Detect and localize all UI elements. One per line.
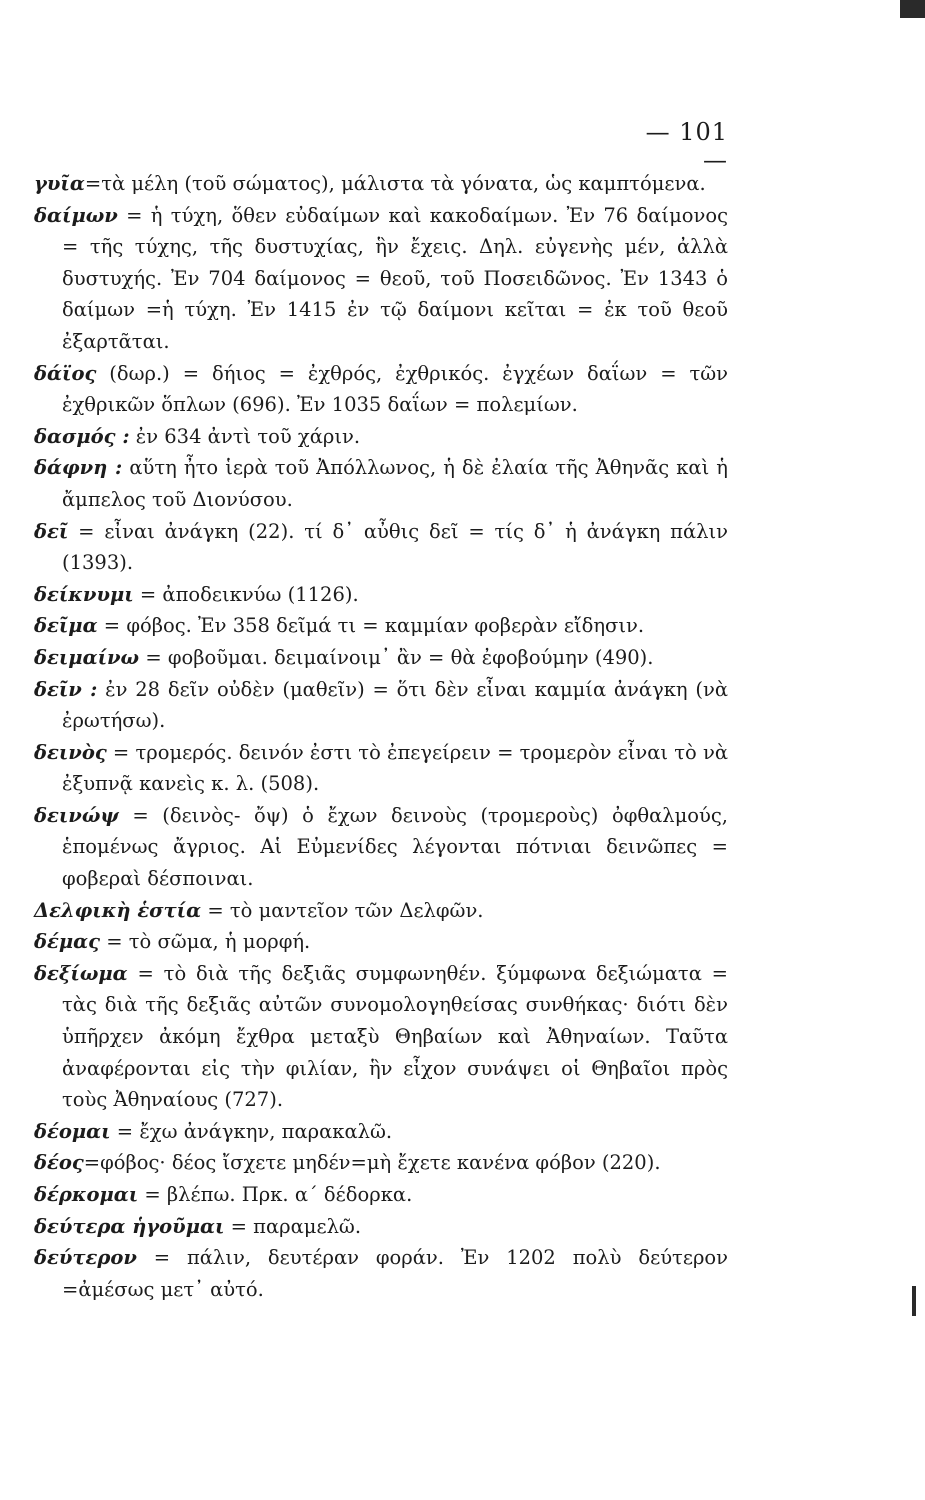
glossary-entry (34, 579, 728, 611)
headword: δεῖν : (34, 677, 98, 701)
headword: δάφνη : (34, 456, 123, 480)
scan-margin-mark (912, 1286, 916, 1316)
headword: δεῖμα (34, 614, 98, 638)
glossary-entry (34, 452, 728, 515)
headword: δεινώψ (34, 803, 119, 827)
definition: = φόβος. Ἐν 358 δεῖμά τι = καμμίαν φοβερὰν εἴδησιν. (103, 614, 645, 638)
headword: δέρκομαι (34, 1183, 139, 1206)
definition: = εἶναι ἀνάγκη (22). τί δ᾽ αὖθις δεῖ = τίς δ᾽ ἡ ἀνάγκη πάλιν (1393). (62, 519, 729, 575)
definition: ἐν 634 ἀντὶ τοῦ χάριν. (135, 424, 361, 448)
glossary-column (34, 168, 728, 1305)
definition: = ἔχω ἀνάγκην, παρακαλῶ. (116, 1119, 393, 1143)
definition: = πάλιν, δευτέραν φοράν. Ἐν 1202 πολὺ δεύτερον =ἀμέσως μετ᾽ αὐτό. (62, 1246, 729, 1301)
scan-edge-mark (900, 0, 925, 18)
definition: αὕτη ἦτο ἱερὰ τοῦ Ἀπόλλωνος, ἡ δὲ ἐλαία τῆς Ἀθηνᾶς καὶ ἡ ἄμπελος τοῦ Διονύσου. (62, 456, 728, 511)
glossary-entry (34, 200, 728, 358)
headword: Δελφικὴ ἑστία (34, 898, 202, 922)
glossary-entry (34, 1211, 728, 1243)
glossary-entry (34, 421, 728, 453)
page-number: — 101 — (645, 118, 728, 174)
definition: = φοβοῦμαι. δειμαίνοιμ᾽ ἂν = θὰ ἐφοβούμην (490). (145, 645, 654, 669)
definition: =φόβος· δέος ἴσχετε μηδέν=μὴ ἔχετε κανένα φόβον (220). (83, 1151, 661, 1175)
headword: δεξίωμα (34, 961, 128, 985)
definition: ἐν 28 δεῖν οὐδὲν (μαθεῖν) = ὅτι δὲν εἶναι καμμία ἀνάγκη (νὰ ἐρωτήσω). (62, 677, 728, 733)
glossary-entry (34, 358, 728, 421)
headword: δεύτερον (34, 1246, 137, 1270)
headword: δείκνυμι (34, 582, 134, 606)
definition: = τρομερός. δεινόν ἐστι τὸ ἐπεγείρειν = τρομερὸν εἶναι τὸ νὰ ἐξυπνᾷ κανεὶς κ. λ. (508). (62, 740, 728, 796)
glossary-entry (34, 642, 728, 674)
glossary-entry (34, 958, 728, 1116)
headword: δέμας (34, 930, 101, 954)
glossary-entry (34, 168, 728, 200)
definition: = τὸ διὰ τῆς δεξιᾶς συμφωνηθέν. ξύμφωνα δεξιώματα = τὰς διὰ τῆς δεξιᾶς αὐτῶν συνομολογηθείσας συνθήκας· διότι δὲν ὑπῆρχεν ἀκόμη ἔχθρα μεταξὺ Θηβαίων καὶ Ἀθηναίων. Ταῦτα ἀναφέρονται εἰς τὴν φιλίαν, ἣν εἶχον συνάψει οἱ Θηβαῖοι πρὸς τοὺς Ἀθηναίους (727). (62, 961, 729, 1112)
headword: δεῖ (34, 519, 69, 543)
definition: = τὸ μαντεῖον τῶν Δελφῶν. (207, 898, 484, 922)
headword: γυῖα (34, 172, 85, 195)
headword: δαίμων (34, 203, 118, 227)
headword: δεύτερα ἡγοῦμαι (34, 1214, 225, 1238)
glossary-entry (34, 926, 728, 958)
definition: = παραμελῶ. (230, 1214, 362, 1238)
definition: = ἀποδεικνύω (1126). (139, 582, 359, 606)
glossary-entry (34, 1179, 728, 1211)
glossary-entry (34, 1147, 728, 1179)
headword: δειμαίνω (34, 645, 140, 669)
glossary-entry (34, 674, 728, 737)
glossary-entry (34, 1116, 728, 1148)
headword: δέομαι (34, 1119, 111, 1143)
headword: δεινὸς (34, 740, 107, 764)
headword: δασμός : (34, 424, 130, 448)
glossary-entry (34, 610, 728, 642)
definition: (δωρ.) = δήιος = ἐχθρός, ἐχθρικός. ἐγχέων δαΐων = τῶν ἐχθρικῶν ὅπλων (696). Ἐν 1035 δαΐων = πολεμίων. (62, 361, 729, 417)
definition: = ἡ τύχη, ὅθεν εὐδαίμων καὶ κακοδαίμων. Ἐν 76 δαίμονος = τῆς τύχης, τῆς δυστυχίας, ἣν ἔχεις. Δηλ. εὐγενὴς μέν, ἀλλὰ δυστυχής. Ἐν 704 δαίμονος = θεοῦ, τοῦ Ποσειδῶνος. Ἐν 1343 ὁ δαίμων =ἡ τύχη. Ἐν 1415 ἐν τῷ δαίμονι κεῖται = ἐκ τοῦ θεοῦ ἐξαρτᾶται. (62, 203, 728, 353)
definition: = (δεινὸς- ὄψ) ὁ ἔχων δεινοὺς (τρομεροὺς) ὀφθαλμούς, ἑπομένως ἄγριος. Αἱ Εὐμενίδες λέγονται πότνιαι δεινῶπες = φοβεραὶ δέσποιναι. (62, 803, 728, 891)
glossary-entry (34, 1242, 728, 1305)
glossary-entry (34, 516, 728, 579)
definition: = βλέπω. Πρκ. α´ δέδορκα. (144, 1183, 413, 1206)
headword: δάϊος (34, 361, 97, 385)
glossary-entry (34, 737, 728, 800)
definition: = τὸ σῶμα, ἡ μορφή. (106, 930, 311, 954)
glossary-entry (34, 800, 728, 895)
definition: =τὰ μέλη (τοῦ σώματος), μάλιστα τὰ γόνατα, ὡς καμπτόμενα. (84, 172, 706, 195)
glossary-entry (34, 895, 728, 927)
headword: δέος (34, 1151, 84, 1175)
